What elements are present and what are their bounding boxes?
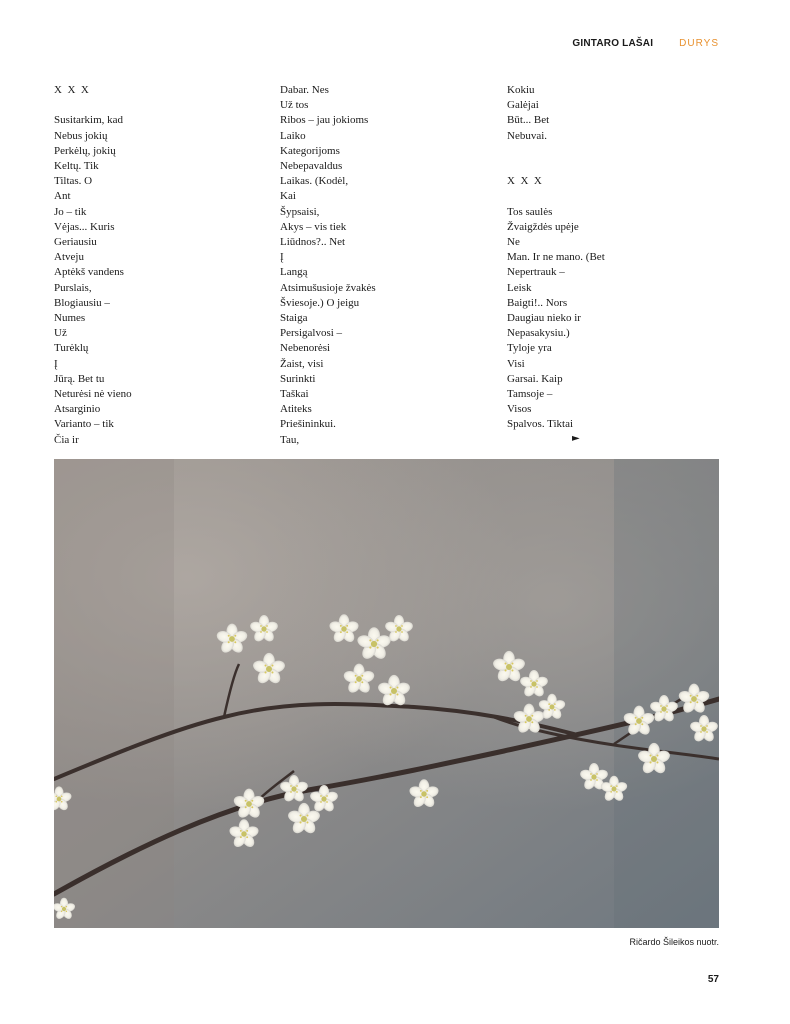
poem-line: Kokiu bbox=[507, 84, 535, 96]
stanza-break bbox=[507, 189, 605, 204]
stanza-break bbox=[54, 98, 132, 113]
poem-line: Čia ir bbox=[54, 433, 79, 446]
poem-line: Man. Ir ne mano. (Bet bbox=[507, 251, 605, 264]
poem-line: Tyloje yra bbox=[507, 342, 552, 355]
poem-line: Šypsaisi, bbox=[280, 205, 320, 218]
continue-arrow-icon: ► bbox=[572, 433, 580, 444]
poem-line: Žaist, visi bbox=[280, 357, 324, 370]
poem-line: Baigti!.. Nors bbox=[507, 296, 568, 309]
poem-line: Atveju bbox=[54, 251, 84, 264]
poem-line: Vėjas... Kuris bbox=[54, 220, 115, 233]
poem-line: Blogiausiu – bbox=[54, 296, 110, 309]
poem-line: Tos saulės bbox=[507, 205, 553, 218]
poem-line: Geriausiu bbox=[54, 236, 97, 249]
poem-line: Keltų. Tik bbox=[54, 160, 99, 172]
poem-line: Žvaigždės upėje bbox=[507, 220, 579, 233]
poem-line: Varianto – tik bbox=[54, 418, 114, 431]
stanza-break bbox=[507, 159, 605, 174]
poem-line: Atsarginio bbox=[54, 403, 101, 416]
poem-line: Atsimušusioje žvakės bbox=[280, 281, 376, 294]
poem-line: Laiko bbox=[280, 129, 306, 142]
poem-line: Kai bbox=[280, 190, 296, 203]
poem-line: Visi bbox=[507, 357, 525, 370]
poem-line: Surinkti bbox=[280, 372, 316, 385]
poem-line: Leisk bbox=[507, 281, 532, 294]
poem-line: Nebenorėsi bbox=[280, 342, 331, 355]
poem-line: Tau, bbox=[280, 433, 300, 446]
poem-line: Dabar. Nes bbox=[280, 84, 329, 96]
poem-line: Purslais, bbox=[54, 281, 92, 294]
poem-line: Nebus jokių bbox=[54, 129, 108, 142]
poem-line: Visos bbox=[507, 403, 532, 416]
poem-line: Ribos – jau jokioms bbox=[280, 114, 369, 127]
poem-line: Tamsoje – bbox=[507, 388, 553, 401]
poem-line: Ne bbox=[507, 235, 520, 248]
blossom-photo bbox=[54, 459, 719, 928]
poem-line: Kategorijoms bbox=[280, 144, 340, 157]
poem-line: Taškai bbox=[280, 388, 309, 401]
poem-line: Turėklų bbox=[54, 342, 89, 355]
poem-column-2 bbox=[280, 83, 376, 448]
poem-section-marker: X X X bbox=[54, 84, 89, 96]
stanza-break bbox=[507, 144, 605, 159]
poem-line: Garsai. Kaip bbox=[507, 372, 563, 385]
poem-line: Tiltas. O bbox=[54, 175, 93, 188]
poem-line: Perkėlų, jokių bbox=[54, 144, 116, 157]
poem-column-1 bbox=[54, 83, 132, 448]
poem-line: Šviesoje.) O jeigu bbox=[280, 296, 360, 309]
poem-line: Daugiau nieko ir bbox=[507, 312, 581, 324]
poem-line: Neturėsi nė vieno bbox=[54, 388, 132, 401]
poem-line: Nebuvai. bbox=[507, 129, 548, 142]
poem-column-3 bbox=[507, 83, 605, 433]
poem-line: Už tos bbox=[280, 99, 309, 112]
poem-line: Į bbox=[54, 357, 58, 370]
poem-line: Spalvos. Tiktai bbox=[507, 418, 574, 431]
poem-line: Laikas. (Kodėl, bbox=[280, 175, 349, 188]
poem-line: Nepertrauk – bbox=[507, 266, 565, 279]
poem-line: Į bbox=[280, 251, 284, 264]
poem-line: Nepasakysiu.) bbox=[507, 327, 570, 340]
poem-line: Persigalvosi – bbox=[280, 327, 343, 340]
poem-line: Būt... Bet bbox=[507, 114, 550, 127]
poem-line: Numes bbox=[54, 312, 86, 325]
poem-line: Galėjai bbox=[507, 99, 539, 112]
poem-line: Ant bbox=[54, 190, 71, 203]
poem-line: Nebepavaldus bbox=[280, 160, 343, 173]
poem-line: Liūdnos?.. Net bbox=[280, 236, 346, 249]
photo-caption: Ričardo Šileikos nuotr. bbox=[629, 937, 719, 947]
poem-line: Už bbox=[54, 327, 67, 340]
poem-line: Langą bbox=[280, 266, 308, 279]
poem-line: Jo – tik bbox=[54, 205, 87, 218]
poem-line: Jūrą. Bet tu bbox=[54, 372, 105, 385]
poem-line: Aptėkš vandens bbox=[54, 266, 124, 279]
page-number: 57 bbox=[707, 974, 719, 985]
poem-line: Atiteks bbox=[280, 403, 312, 416]
header-section: DURYS bbox=[679, 38, 719, 49]
header-author: GINTARO LAŠAI bbox=[572, 38, 654, 49]
running-header bbox=[572, 38, 719, 49]
poem-line: Staiga bbox=[280, 312, 308, 325]
poem-line: Susitarkim, kad bbox=[54, 114, 124, 127]
poem-line: Akys – vis tiek bbox=[280, 220, 347, 233]
poem-section-marker: X X X bbox=[507, 175, 542, 188]
blossom-photo-graphic bbox=[54, 459, 719, 928]
poem-line: Priešininkui. bbox=[280, 418, 336, 431]
